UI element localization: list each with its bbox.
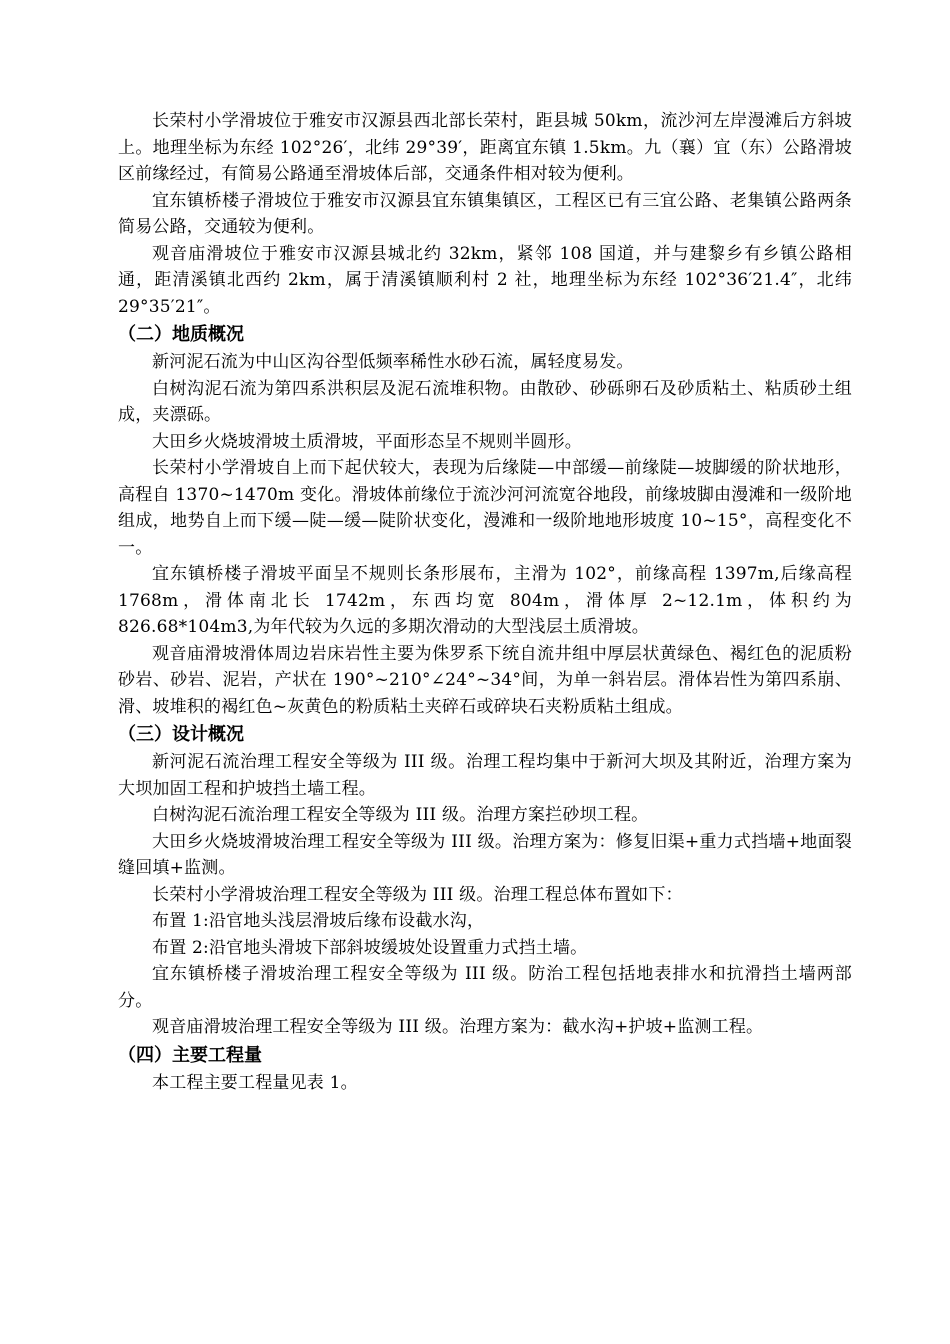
paragraph: 观音庙滑坡位于雅安市汉源县城北约 32km，紧邻 108 国道，并与建黎乡有乡镇公路相通，距清溪镇北西约 2km，属于清溪镇顺利村 2 社，地理坐标为东经 102°36′21.4″，北纬 29°35′21″。 [118, 243, 852, 317]
paragraph: 白树沟泥石流治理工程安全等级为 III 级。治理方案拦砂坝工程。 [152, 805, 649, 825]
paragraph: 新河泥石流治理工程安全等级为 III 级。治理工程均集中于新河大坝及其附近，治理方案为大坝加固工程和护坡挡土墙工程。 [118, 752, 852, 799]
paragraph: 宜东镇桥楼子滑坡治理工程安全等级为 III 级。防治工程包括地表排水和抗滑挡土墙两部分。 [118, 964, 852, 1011]
paragraph: 布置 2:沿官地头滑坡下部斜坡缓坡处设置重力式挡土墙。 [152, 937, 588, 958]
paragraph: 布置 1:沿官地头浅层滑坡后缘布设截水沟， [152, 911, 485, 931]
paragraph: 观音庙滑坡治理工程安全等级为 III 级。治理方案为：截水沟+护坡+监测工程。 [152, 1017, 764, 1037]
paragraph: 新河泥石流为中山区沟谷型低频率稀性水砂石流，属轻度易发。 [152, 352, 634, 372]
paragraph: 宜东镇桥楼子滑坡位于雅安市汉源县宜东镇集镇区，工程区已有三宜公路、老集镇公路两条简易公路，交通较为便利。 [118, 190, 852, 237]
paragraph: 长荣村小学滑坡自上而下起伏较大，表现为后缘陡—中部缓—前缘陡—坡脚缓的阶状地形，高程自 1370~1470m 变化。滑坡体前缘位于流沙河河流宽谷地段，前缘坡脚由漫滩和一级阶地组成，地势自上而下缓—陡—缓—陡阶状变化，漫滩和一级阶地地形坡度 10~15°，高程变化不一。 [118, 458, 852, 558]
document-page [118, 108, 852, 1096]
paragraph: 白树沟泥石流为第四系洪积层及泥石流堆积物。由散砂、砂砾卵石及砂质粘土、粘质砂土组成，夹漂砾。 [118, 378, 852, 425]
paragraph: 长荣村小学滑坡治理工程安全等级为 III 级。治理工程总体布置如下： [152, 884, 683, 905]
paragraph: 长荣村小学滑坡位于雅安市汉源县西北部长荣村，距县城 50km，流沙河左岸漫滩后方斜坡上。地理坐标为东经 102°26′，北纬 29°39′，距离宜东镇 1.5km。九（襄）宜（东）公路滑坡区前缘经过，有简易公路通至滑坡体后部，交通条件相对较为便利。 [118, 111, 852, 184]
section-heading-geology: （二）地质概况 [118, 324, 244, 345]
section-heading-design: （三）设计概况 [118, 724, 244, 745]
section-heading-quantities: （四）主要工程量 [118, 1044, 262, 1066]
paragraph: 大田乡火烧坡滑坡土质滑坡，平面形态呈不规则半圆形。 [152, 431, 582, 452]
paragraph: 宜东镇桥楼子滑坡平面呈不规则长条形展布，主滑为 102°，前缘高程 1397m,后缘高程 1768m，滑体南北长 1742m，东西均宽 804m，滑体厚 2~12.1m，体积约为 826.68*104m3,为年代较为久远的多期次滑动的大型浅层土质滑坡。 [118, 564, 852, 637]
paragraph: 大田乡火烧坡滑坡治理工程安全等级为 III 级。治理方案为：修复旧渠+重力式挡墙+地面裂缝回填+监测。 [118, 831, 852, 878]
paragraph: 观音庙滑坡滑体周边岩床岩性主要为侏罗系下统自流井组中厚层状黄绿色、褐红色的泥质粉砂岩、砂岩、泥岩，产状在 190°~210°∠24°~34°间，为单一斜岩层。滑体岩性为第四系崩、滑、坡堆积的褐红色~灰黄色的粉质粘土夹碎石或碎块石夹粉质粘土组成。 [118, 643, 852, 717]
paragraph: 本工程主要工程量见表 1。 [152, 1072, 358, 1093]
